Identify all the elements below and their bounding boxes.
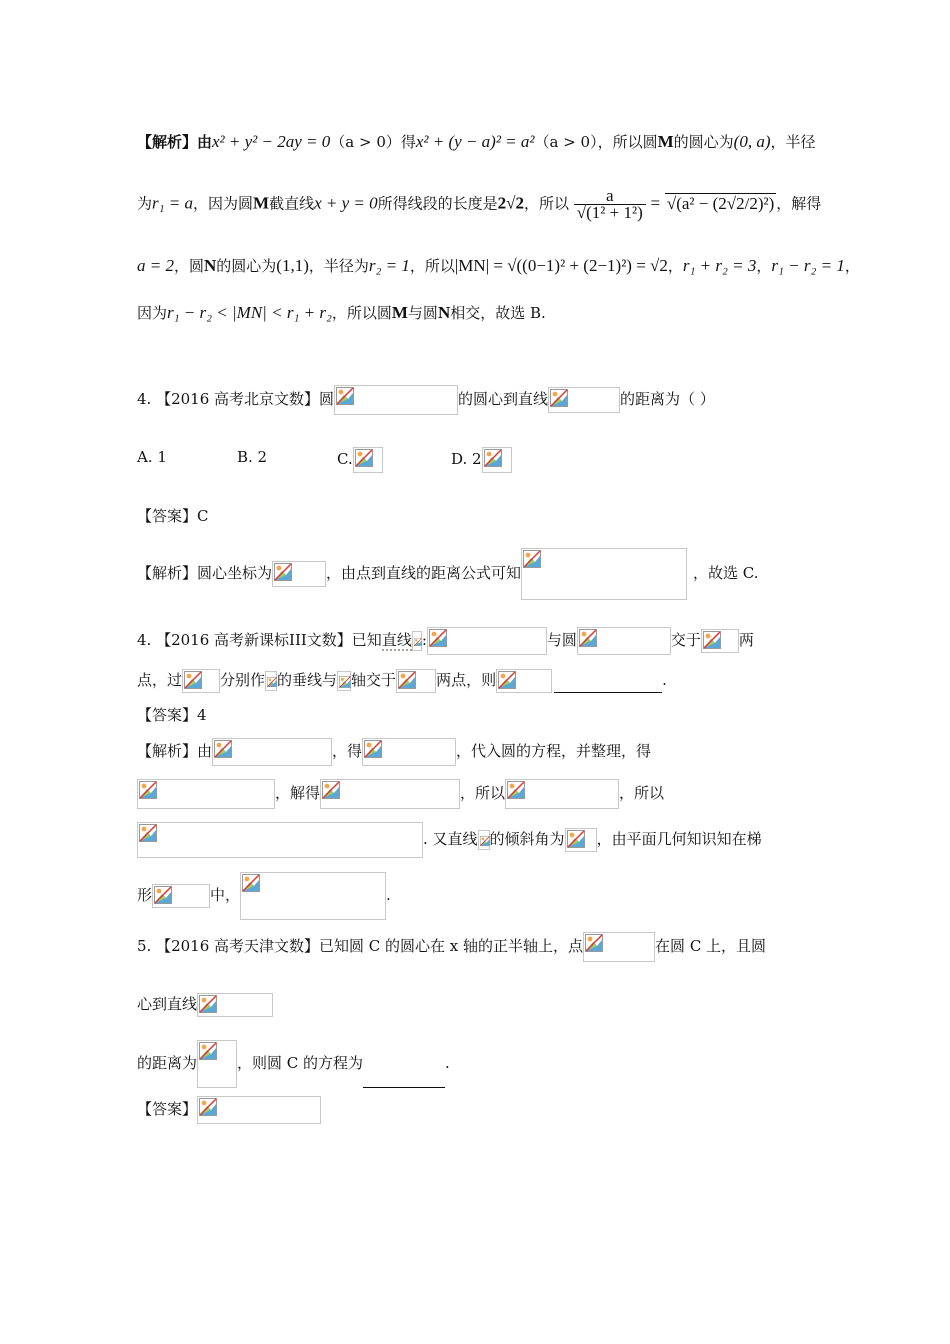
option-b: B. 2: [237, 448, 268, 466]
formula-image: [265, 671, 277, 691]
answer-blank: [554, 674, 662, 693]
solution-line-4: 因为r₁ − r₂ < |MN| < r₁ + r₂，所以圆M与圆N相交，故选 B.: [137, 303, 546, 322]
q5-answer: 【答案】: [137, 1096, 321, 1124]
broken-image-icon: [429, 629, 447, 647]
broken-image-icon: [214, 740, 232, 758]
formula-image: [320, 779, 460, 809]
formula-image: [212, 738, 332, 766]
broken-image-icon: [498, 671, 516, 689]
option-c: C.: [337, 447, 383, 473]
q4b-stem-2: 点，过 分别作 的垂线与 轴交于 两点，则 .: [137, 669, 667, 693]
broken-image-icon: [585, 934, 603, 952]
formula-image: [505, 779, 619, 809]
q5-stem-3: 的距离为 ，则圆 C 的方程为 .: [137, 1040, 450, 1088]
broken-image-icon: [322, 781, 340, 799]
broken-image-icon: [579, 629, 597, 647]
broken-image-icon: [480, 832, 490, 850]
broken-image-icon: [703, 631, 721, 649]
formula-image: [137, 822, 423, 858]
broken-image-icon: [523, 550, 541, 568]
q4b-solution-1: 【解析】由 ，得 ，代入圆的方程，并整理，得: [137, 738, 651, 766]
q4a-stem: 4. 【2016 高考北京文数】圆 的圆心到直线 的距离为（ ）: [137, 385, 715, 415]
option-d: D. 2: [451, 447, 512, 473]
formula-image: [197, 1040, 237, 1088]
broken-image-icon: [339, 673, 351, 691]
formula-image: [496, 669, 552, 693]
formula-image: [272, 561, 326, 587]
q4b-solution-2: ，解得 ，所以 ，所以: [137, 779, 664, 809]
formula-image: [478, 830, 490, 850]
q4b-answer: 【答案】4: [137, 706, 207, 724]
formula-image: [701, 629, 739, 653]
formula-image: [182, 669, 220, 693]
broken-image-icon: [550, 389, 568, 407]
formula-image: [396, 669, 436, 693]
formula-image: [565, 828, 597, 852]
q4a-answer: 【答案】C: [137, 507, 209, 525]
broken-image-icon: [364, 740, 382, 758]
formula-image: [197, 993, 273, 1017]
formula-image: [362, 738, 456, 766]
solution-line-3: a = 2，圆N的圆心为(1,1)，半径为r₂ = 1，所以|MN| = √((0−1)² + (2−1)²) = √2，r₁ + r₂ = 3，r₁ − r₂ = 1，: [137, 256, 860, 275]
fraction: $\frac{a}{\text{√(1² + 1²)}}$: [574, 188, 646, 221]
broken-image-icon: [199, 1042, 217, 1060]
formula-image: [427, 627, 547, 655]
formula-image: [353, 447, 383, 473]
broken-image-icon: [242, 874, 260, 892]
formula-image: [548, 387, 620, 413]
solution-line-2: 为r₁ = a，因为圆M截直线x + y = 0所得线段的长度是2√2，所以 $\frac{a}{\text{√(1² + 1²)}}$ = √(a² − (2√2/2)²) ，解得: [137, 186, 822, 222]
broken-image-icon: [414, 633, 422, 651]
formula-image: [240, 872, 386, 920]
broken-image-icon: [184, 671, 202, 689]
broken-image-icon: [336, 387, 354, 405]
broken-image-icon: [267, 673, 277, 691]
q4b-solution-4: 形 中， .: [137, 872, 391, 920]
broken-image-icon: [507, 781, 525, 799]
broken-image-icon: [199, 1098, 217, 1116]
formula-image: [521, 548, 687, 600]
broken-image-icon: [154, 886, 172, 904]
option-a: A. 1: [137, 448, 167, 466]
formula-image: [577, 627, 671, 655]
q4b-solution-3: . 又直线 的倾斜角为 ，由平面几何知识知在梯: [137, 822, 762, 858]
broken-image-icon: [484, 449, 502, 467]
q5-stem-2: 心到直线: [137, 993, 273, 1017]
broken-image-icon: [199, 995, 217, 1013]
formula-image: [583, 932, 655, 962]
broken-image-icon: [274, 563, 292, 581]
formula-image: [412, 631, 422, 651]
formula-image: [334, 385, 458, 415]
broken-image-icon: [567, 830, 585, 848]
broken-image-icon: [139, 824, 157, 842]
q4a-solution: 【解析】圆心坐标为 ，由点到直线的距离公式可知 ，故选 C.: [137, 548, 759, 600]
formula-image: [197, 1096, 321, 1124]
broken-image-icon: [139, 781, 157, 799]
answer-blank: [363, 1069, 445, 1088]
broken-image-icon: [398, 671, 416, 689]
solution-line-1: 【解析】由x² + y² − 2ay = 0（a > 0）得x² + (y − a)² = a²（a > 0），所以圆M的圆心为(0, a)，半径: [137, 132, 816, 151]
formula-image: [152, 884, 210, 908]
q4b-stem-1: 4. 【2016 高考新课标III文数】已知直线 : 与圆 交于 两: [137, 627, 754, 655]
q5-stem-1: 5. 【2016 高考天津文数】已知圆 C 的圆心在 x 轴的正半轴上，点 在圆 C 上，且圆: [137, 932, 766, 962]
formula-image: [482, 447, 512, 473]
formula-image: [137, 779, 275, 809]
formula-image: [337, 671, 351, 691]
broken-image-icon: [355, 449, 373, 467]
